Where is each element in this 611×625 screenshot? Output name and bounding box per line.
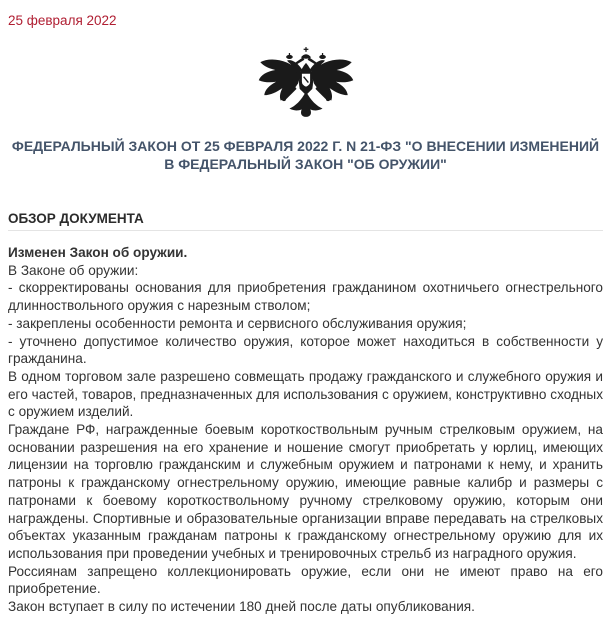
overview-paragraph: В Законе об оружии: bbox=[8, 262, 139, 278]
overview-paragraph: - уточнено допустимое количество оружия, которое может находиться в собственности у гражданина. bbox=[8, 333, 603, 367]
overview-paragraph: В одном торговом зале разрешено совмещать продажу гражданского и служебного оружия и его частей, товаров, предназначенных для использования с оружием, конструктивно сходных с оружием изделий. bbox=[8, 368, 603, 420]
coat-of-arms-emblem bbox=[8, 47, 603, 127]
overview-paragraph: Граждане РФ, награжденные боевым короткоствольным ручным стрелковым оружием, на основании разрешения на его хранение и ношение смогут приобретать у юрлиц, имеющих лицензии на торговлю гражданским и служебным оружием и патронами к нему, и хранить патроны к гражданскому огнестрельному оружию, имеющие равные калибр и размеры с патронами к боевому короткоствольному ручному стрелковому оружию, которым они награждены. Спортивные и образовательные организации вправе передавать на стрелковых объектах указанным гражданам патроны к гражданскому огнестрельному оружию для их использования при проведении учебных и тренировочных стрельб из наградного оружия. bbox=[8, 422, 603, 561]
document-overview-text bbox=[8, 244, 603, 616]
double-headed-eagle-icon bbox=[254, 47, 358, 126]
overview-paragraph: Изменен Закон об оружии. bbox=[8, 245, 188, 260]
overview-paragraph: Россиянам запрещено коллекционировать оружие, если они не имеют право на его приобретение. bbox=[8, 563, 603, 597]
overview-paragraph: - закреплены особенности ремонта и сервисного обслуживания оружия; bbox=[8, 315, 467, 331]
document-title: ФЕДЕРАЛЬНЫЙ ЗАКОН ОТ 25 ФЕВРАЛЯ 2022 Г. N 21-ФЗ "О ВНЕСЕНИИ ИЗМЕНЕНИЙ В ФЕДЕРАЛЬНЫЙ ЗАКОН "ОБ ОРУЖИИ" bbox=[11, 138, 600, 172]
overview-paragraph: - скорректированы основания для приобретения гражданином охотничьего огнестрельного длинноствольного оружия с нарезным стволом; bbox=[8, 280, 603, 314]
overview-paragraph: Закон вступает в силу по истечении 180 дней после даты опубликования. bbox=[8, 599, 475, 615]
section-header-overview: ОБЗОР ДОКУМЕНТА bbox=[8, 211, 603, 231]
document-date: 25 февраля 2022 bbox=[8, 13, 117, 28]
